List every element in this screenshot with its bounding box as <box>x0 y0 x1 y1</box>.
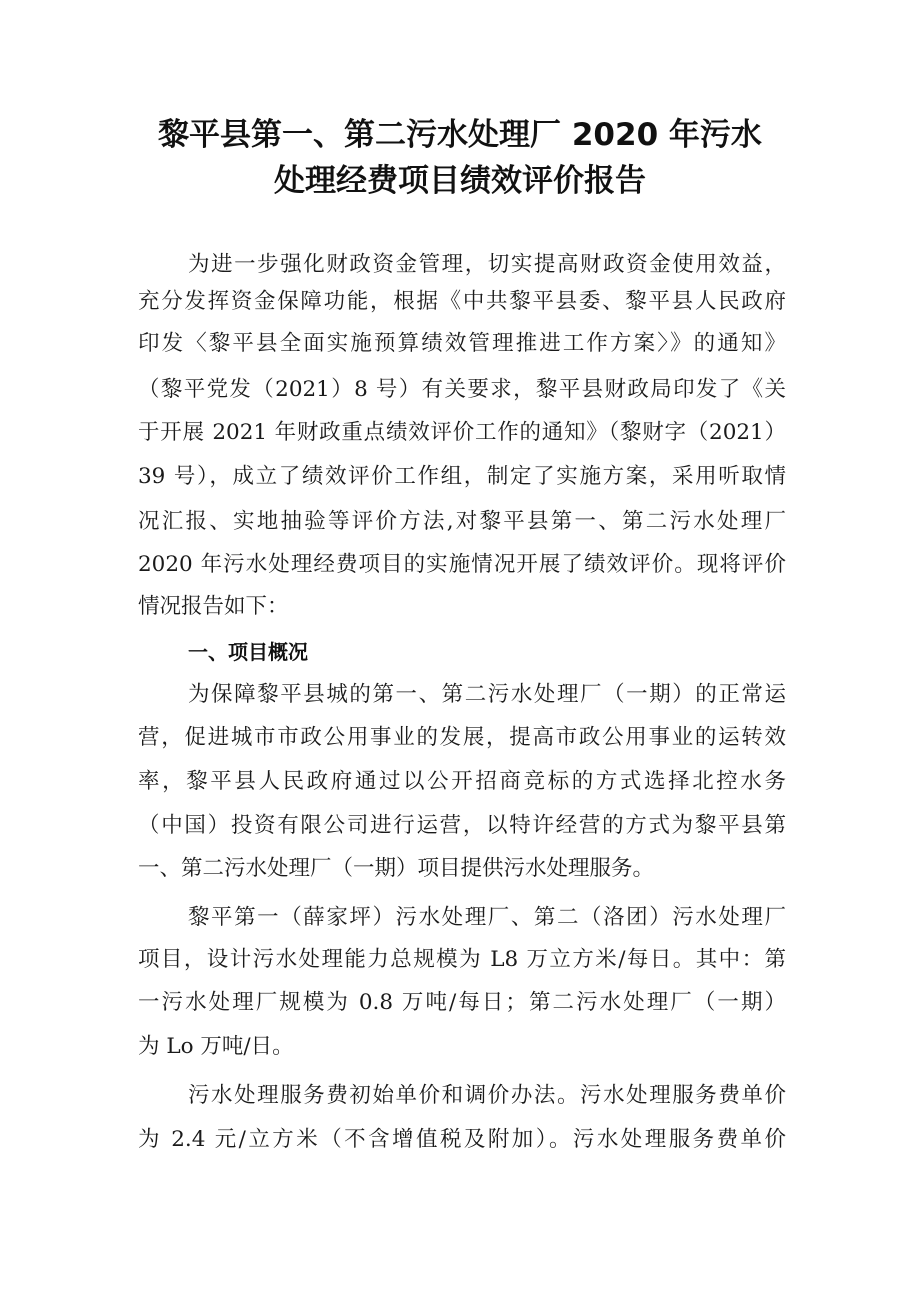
intro-line: 于开展 2021 年财政重点绩效评价工作的通知》（黎财字（2021） <box>138 420 786 445</box>
report-title-line-2: 处理经费项目绩效评价报告 <box>274 163 646 199</box>
body-line: 一污水处理厂规模为 0.8 万吨/每日；第二污水处理厂（一期） <box>138 990 786 1015</box>
intro-line: 情况报告如下： <box>138 594 289 619</box>
intro-line: 况汇报、实地抽验等评价方法,对黎平县第一、第二污水处理厂 <box>138 509 786 534</box>
body-line: 为 Lo 万吨/日。 <box>138 1034 294 1059</box>
body-line: 营，促进城市市政公用事业的发展，提高市政公用事业的运转效 <box>138 725 786 750</box>
body-line: 一、第二污水处理厂（一期）项目提供污水处理服务。 <box>138 856 655 881</box>
intro-line: （黎平党发（2021）8 号）有关要求，黎平县财政局印发了《关 <box>138 377 786 402</box>
body-line: （中国）投资有限公司进行运营，以特许经营的方式为黎平县第 <box>138 813 786 838</box>
body-line: 污水处理服务费初始单价和调价办法。污水处理服务费单价 <box>188 1083 786 1108</box>
report-title-line-1: 黎平县第一、第二污水处理厂 2020 年污水 <box>158 117 762 153</box>
intro-line: 印发〈黎平县全面实施预算绩效管理推进工作方案〉》的通知》 <box>138 331 786 356</box>
body-line: 为 2.4 元/立方米（不含增值税及附加）。污水处理服务费单价 <box>138 1127 786 1152</box>
body-line: 黎平第一（薛家坪）污水处理厂、第二（洛团）污水处理厂 <box>188 905 786 930</box>
intro-line: 39 号），成立了绩效评价工作组，制定了实施方案，采用听取情 <box>138 464 786 489</box>
body-line: 率，黎平县人民政府通过以公开招商竞标的方式选择北控水务 <box>138 769 786 794</box>
body-line: 项目，设计污水处理能力总规模为 L8 万立方米/每日。其中：第 <box>138 947 786 972</box>
section-heading: 一、项目概况 <box>188 640 308 664</box>
body-line: 为保障黎平县城的第一、第二污水处理厂（一期）的正常运 <box>188 682 786 707</box>
intro-line: 充分发挥资金保障功能，根据《中共黎平县委、黎平县人民政府 <box>138 289 786 314</box>
intro-line: 2020 年污水处理经费项目的实施情况开展了绩效评价。现将评价 <box>138 552 786 577</box>
intro-line: 为进一步强化财政资金管理，切实提高财政资金使用效益， <box>188 252 786 277</box>
